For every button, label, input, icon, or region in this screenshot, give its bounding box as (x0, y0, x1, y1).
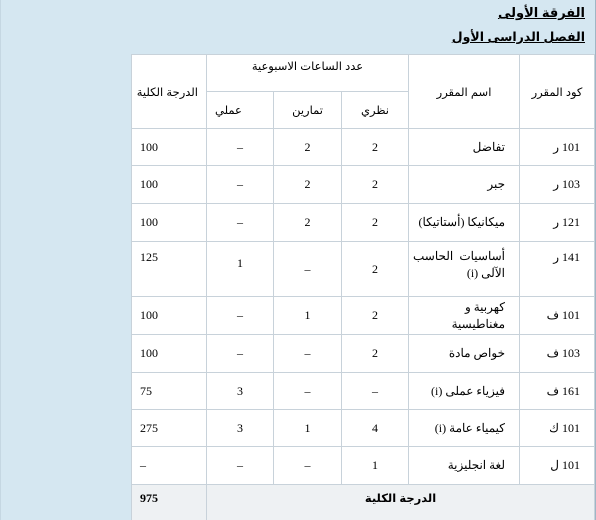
semester-heading: الفصل الدراسى الأول (451, 30, 585, 44)
exercise-hours: 2 (274, 166, 342, 204)
exercise-hours: – (274, 373, 342, 410)
course-code: 101 ر (520, 129, 595, 166)
course-name: خواص مادة (409, 335, 520, 373)
theory-hours: – (342, 373, 409, 410)
header-weekly-hours: عدد الساعات الاسبوعية (207, 55, 409, 92)
total-grade: 100 (140, 177, 158, 191)
table-row (132, 166, 595, 204)
practical-hours: – (207, 204, 274, 242)
theory-hours: 4 (342, 410, 409, 447)
total-grade: 100 (140, 215, 158, 229)
exercise-hours: – (274, 335, 342, 373)
header-practical: عملي (207, 92, 274, 129)
exercise-hours: 2 (274, 204, 342, 242)
table-row (132, 335, 595, 373)
course-name: كهربية و مغناطيسية (409, 297, 520, 335)
level-heading: الفرقة الأولى (497, 5, 585, 20)
course-code: 141 ر (520, 242, 595, 297)
total-grade: 125 (140, 250, 158, 264)
table-footer-row (132, 485, 595, 520)
practical-hours: – (207, 335, 274, 373)
theory-hours: 2 (342, 242, 409, 297)
total-grade: 275 (140, 420, 158, 435)
practical-hours: 1 (207, 242, 274, 297)
practical-hours: 3 (207, 373, 274, 410)
course-name: جبر (409, 166, 520, 204)
course-name-part: أساسيات (459, 249, 506, 263)
course-code: 101 ف (520, 297, 595, 335)
total-grade-label: الدرجة الكلية (207, 485, 595, 520)
course-code: 121 ر (520, 204, 595, 242)
header-exercises: تمارين (274, 92, 342, 129)
course-name-part: الآلى (i) (466, 266, 506, 280)
header-name: اسم المقرر (409, 55, 520, 129)
theory-hours: 2 (342, 335, 409, 373)
header-total: الدرجة الكلية (132, 55, 207, 129)
table-row (132, 204, 595, 242)
total-grade: 100 (140, 308, 158, 322)
table-row (132, 410, 595, 447)
course-code: 101 ك (520, 410, 595, 447)
exercise-hours: – (274, 242, 342, 297)
exercise-hours: – (274, 447, 342, 485)
table-row (132, 297, 595, 335)
course-name: تفاضل (409, 129, 520, 166)
header-theory: نظري (342, 92, 409, 129)
total-grade: 75 (140, 383, 152, 398)
theory-hours: 2 (342, 204, 409, 242)
course-code: 103 ر (520, 166, 595, 204)
table-header-row (132, 55, 595, 92)
table-row (132, 373, 595, 410)
header-code: كود المقرر (520, 55, 595, 129)
course-name (409, 242, 520, 297)
theory-hours: 2 (342, 297, 409, 335)
table-row (132, 129, 595, 166)
practical-hours: – (207, 297, 274, 335)
course-name-part: الحاسب (413, 249, 454, 263)
practical-hours: – (207, 447, 274, 485)
exercise-hours: 1 (274, 297, 342, 335)
theory-hours: 2 (342, 166, 409, 204)
grand-total-value: 975 (140, 491, 158, 505)
table-row (132, 447, 595, 485)
course-name: كيمياء عامة (i) (409, 410, 520, 447)
total-grade: 100 (140, 346, 158, 360)
course-code: 161 ف (520, 373, 595, 410)
exercise-hours: 1 (274, 410, 342, 447)
total-grade: – (140, 458, 146, 472)
practical-hours: – (207, 166, 274, 204)
practical-hours: – (207, 129, 274, 166)
total-grade: 100 (140, 139, 158, 154)
course-plan-table (131, 54, 595, 520)
practical-hours: 3 (207, 410, 274, 447)
course-code: 101 ل (520, 447, 595, 485)
course-name: لغة انجليزية (409, 447, 520, 485)
course-name: ميكانيكا (أستاتيكا) (409, 204, 520, 242)
table-row (132, 242, 595, 297)
theory-hours: 2 (342, 129, 409, 166)
exercise-hours: 2 (274, 129, 342, 166)
course-name: فيزياء عملى (i) (409, 373, 520, 410)
course-code: 103 ف (520, 335, 595, 373)
theory-hours: 1 (342, 447, 409, 485)
